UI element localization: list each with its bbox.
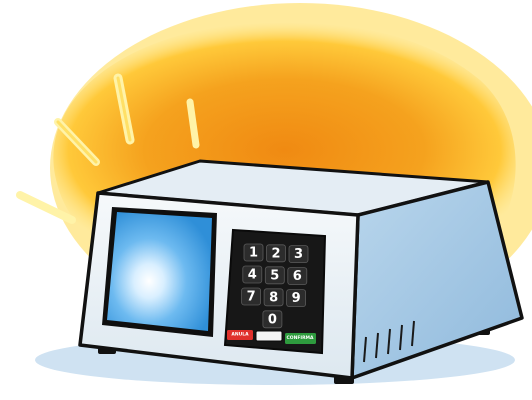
key-3-label: 3 <box>293 247 304 263</box>
key-9-label: 9 <box>291 291 301 307</box>
screen <box>107 212 212 331</box>
cancel-button-label: ANULA <box>231 332 249 338</box>
key-8-label: 8 <box>269 290 279 306</box>
key-6-label: 6 <box>292 269 302 285</box>
key-1-label: 1 <box>248 245 259 261</box>
key-7-label: 7 <box>246 289 256 305</box>
key-0-label: 0 <box>267 312 277 328</box>
key-2-label: 2 <box>271 246 281 262</box>
key-4-label: 4 <box>247 267 257 283</box>
key-5-label: 5 <box>270 268 280 284</box>
confirm-button-label: CONFIRMA <box>286 336 314 341</box>
correct-button[interactable] <box>256 331 282 341</box>
